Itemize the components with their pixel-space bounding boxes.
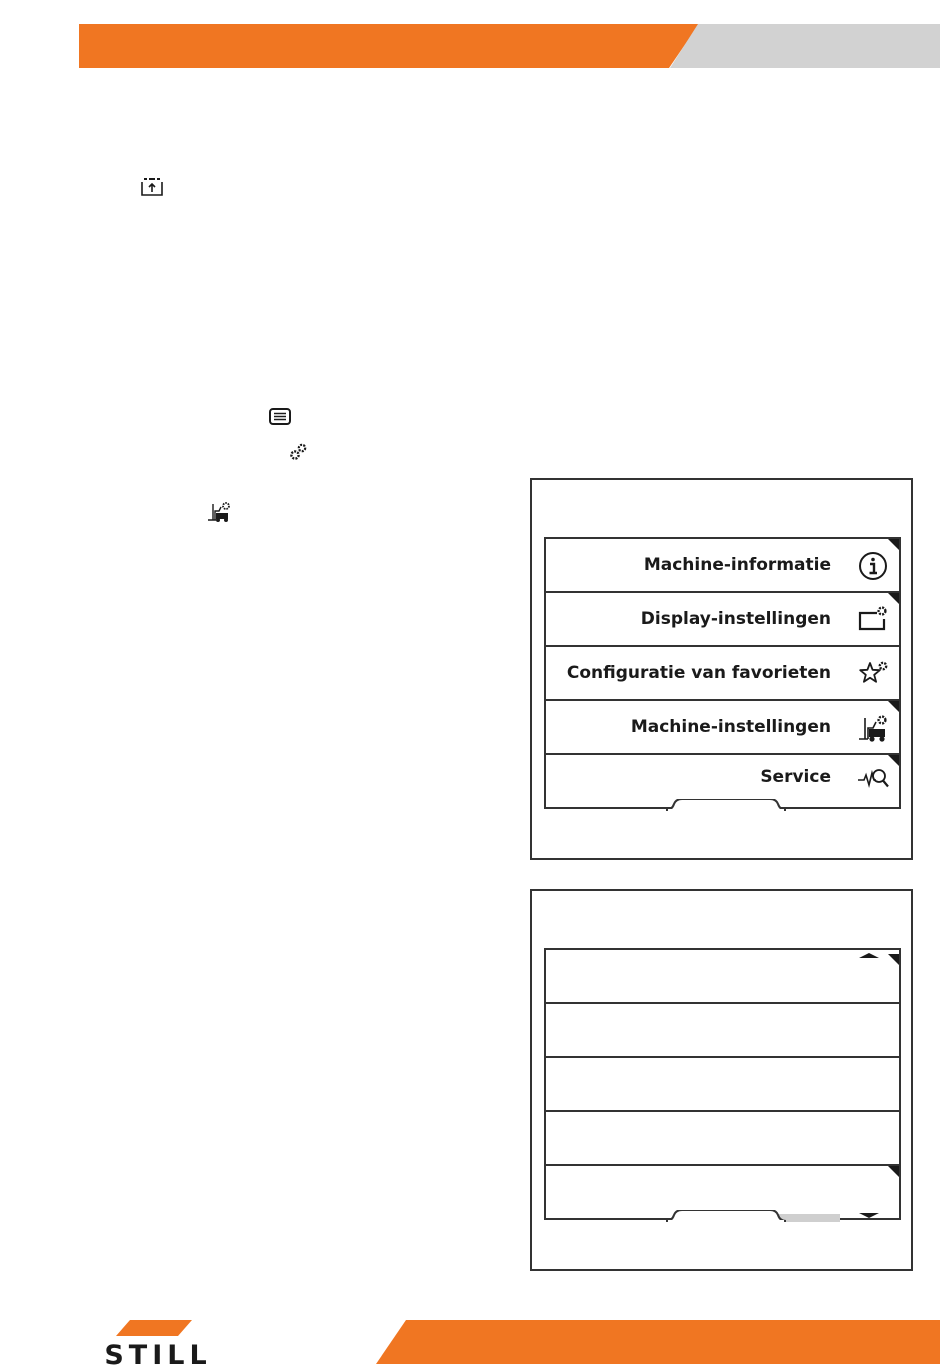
submenu-indicator-icon	[888, 954, 899, 965]
scroll-down-icon[interactable]	[859, 1213, 879, 1218]
display-screen-main-menu	[530, 478, 913, 860]
menu-list	[544, 948, 901, 1220]
menu-icon	[269, 408, 291, 425]
menu-item-favorites-config[interactable]	[546, 647, 899, 701]
menu-item-service[interactable]	[546, 755, 899, 809]
info-icon	[857, 550, 889, 582]
scroll-up-icon[interactable]	[859, 953, 879, 958]
submenu-indicator-icon	[888, 539, 899, 550]
menu-item-label: Machine-instellingen	[630, 717, 831, 737]
menu-item-machine-info[interactable]	[546, 539, 899, 593]
display-screen-empty-menu	[530, 889, 913, 1271]
menu-item-label: Service	[760, 767, 831, 787]
menu-item-label: Display-instellingen	[640, 609, 831, 629]
header-bar-grey	[670, 24, 940, 68]
submenu-indicator-icon	[888, 593, 899, 604]
logo-text: STILL	[104, 1340, 212, 1366]
forklift-settings-icon	[206, 500, 232, 524]
forklift-settings-icon	[857, 712, 889, 744]
menu-item[interactable]	[546, 950, 899, 1004]
menu-item[interactable]	[546, 1058, 899, 1112]
submenu-indicator-icon	[888, 701, 899, 712]
scrollbar-tab[interactable]	[666, 799, 786, 811]
star-settings-icon	[857, 658, 889, 690]
settings-gears-icon	[289, 442, 309, 462]
menu-item-label: Machine-informatie	[643, 555, 831, 575]
diagnostics-icon	[857, 762, 889, 794]
menu-list	[544, 537, 901, 809]
scrollbar-tab[interactable]	[666, 1210, 786, 1222]
submenu-indicator-icon	[888, 1166, 899, 1177]
header-bar-orange	[79, 24, 699, 68]
menu-item[interactable]	[546, 1112, 899, 1166]
menu-item-display-settings[interactable]	[546, 593, 899, 647]
display-settings-icon	[857, 604, 889, 636]
menu-item[interactable]	[546, 1004, 899, 1058]
still-logo	[78, 1318, 238, 1366]
footer-bar-orange	[376, 1320, 940, 1364]
battery-charge-icon	[140, 177, 164, 197]
menu-item[interactable]	[546, 1166, 899, 1220]
submenu-indicator-icon	[888, 755, 899, 766]
menu-item-label: Configuratie van favorieten	[566, 663, 831, 683]
menu-item-machine-settings[interactable]	[546, 701, 899, 755]
